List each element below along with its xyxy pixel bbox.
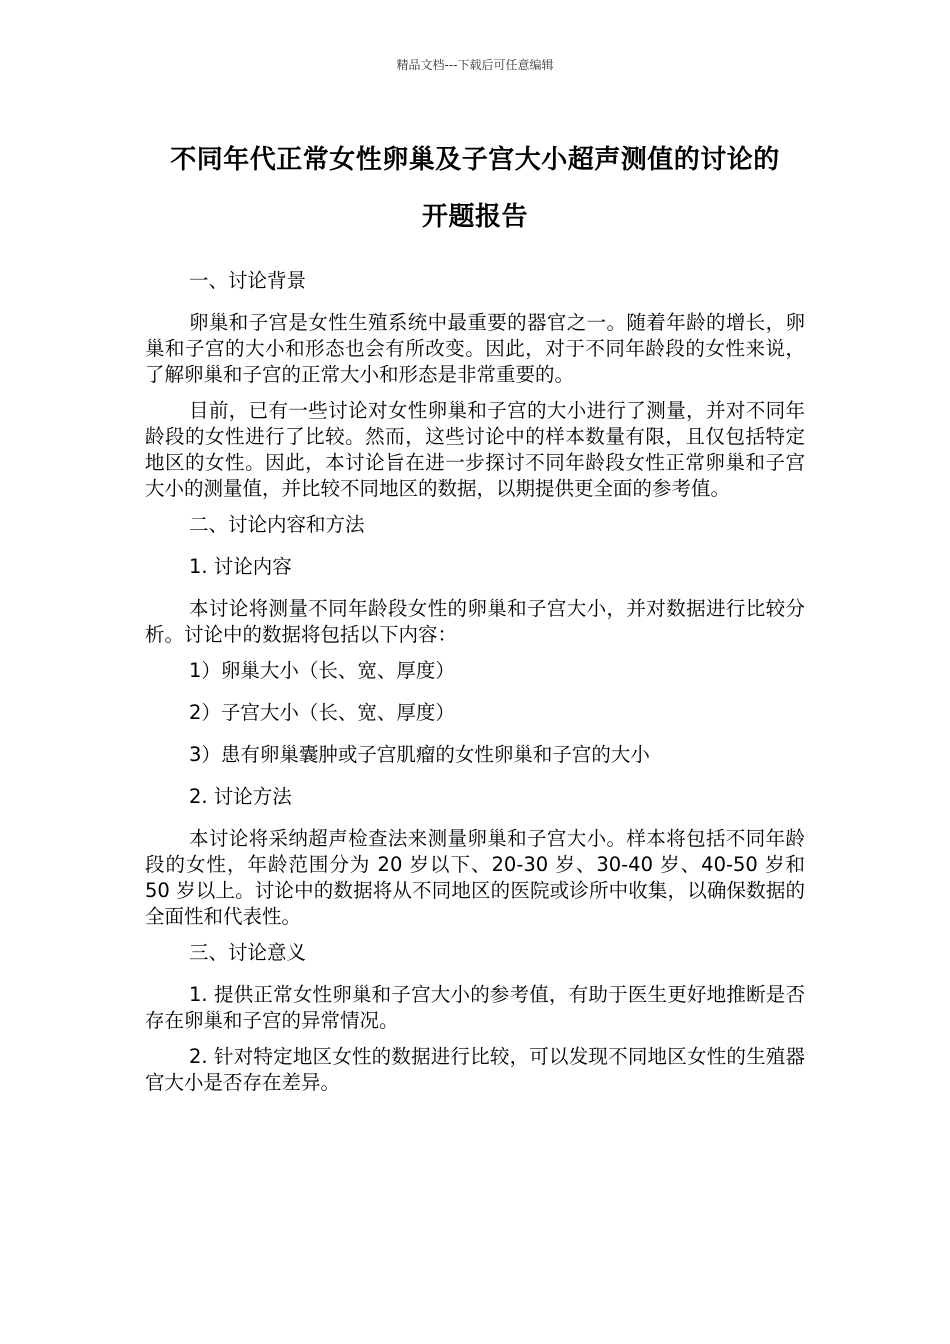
paragraph-background-2: 目前，已有一些讨论对女性卵巢和子宫的大小进行了测量，并对不同年龄段的女性进行了比较。然而，这些讨论中的样本数量有限，且仅包括特定地区的女性。因此，本讨论旨在进一步探讨不同年龄段女性正常卵巢和子宫大小的测量值，并比较不同地区的数据，以期提供更全面的参考值。 xyxy=(145,399,805,500)
paragraph-significance-2: 2. 针对特定地区女性的数据进行比较，可以发现不同地区女性的生殖器官大小是否存在差异。 xyxy=(145,1045,805,1094)
paragraph-significance-1: 1. 提供正常女性卵巢和子宫大小的参考值，有助于医生更好地推断是否存在卵巢和子宫的异常情况。 xyxy=(145,983,805,1032)
document-title xyxy=(140,132,810,246)
list-item-uterus-size: 2）子宫大小（长、宽、厚度） xyxy=(189,701,455,724)
list-item-ovary-size: 1）卵巢大小（长、宽、厚度） xyxy=(189,659,455,682)
paragraph-background-1: 卵巢和子宫是女性生殖系统中最重要的器官之一。随着年龄的增长，卵巢和子宫的大小和形态也会有所改变。因此，对于不同年龄段的女性来说，了解卵巢和子宫的正常大小和形态是非常重要的。 xyxy=(145,311,805,386)
document-body xyxy=(145,268,805,1106)
title-line-1: 不同年代正常女性卵巢及子宫大小超声测值的讨论的 xyxy=(170,145,780,175)
subheading-method: 2. 讨论方法 xyxy=(189,785,292,808)
section-heading-background: 一、讨论背景 xyxy=(189,269,307,292)
list-item-cyst-fibroid: 3）患有卵巢囊肿或子宫肌瘤的女性卵巢和子宫的大小 xyxy=(189,743,650,766)
subheading-content: 1. 讨论内容 xyxy=(189,555,292,578)
paragraph-method: 本讨论将采纳超声检查法来测量卵巢和子宫大小。样本将包括不同年龄段的女性，年龄范围分为 20 岁以下、20-30 岁、30-40 岁、40-50 岁和 50 岁以上。讨论中的数据将从不同地区的医院或诊所中收集，以确保数据的全面性和代表性。 xyxy=(145,827,805,928)
header-note: 精品文档---下载后可任意编辑 xyxy=(396,58,554,72)
title-line-2: 开题报告 xyxy=(421,202,528,232)
paragraph-content-intro: 本讨论将测量不同年龄段女性的卵巢和子宫大小，并对数据进行比较分析。讨论中的数据将包括以下内容： xyxy=(145,597,805,646)
section-heading-content-method: 二、讨论内容和方法 xyxy=(189,513,365,536)
section-heading-significance: 三、讨论意义 xyxy=(189,941,307,964)
